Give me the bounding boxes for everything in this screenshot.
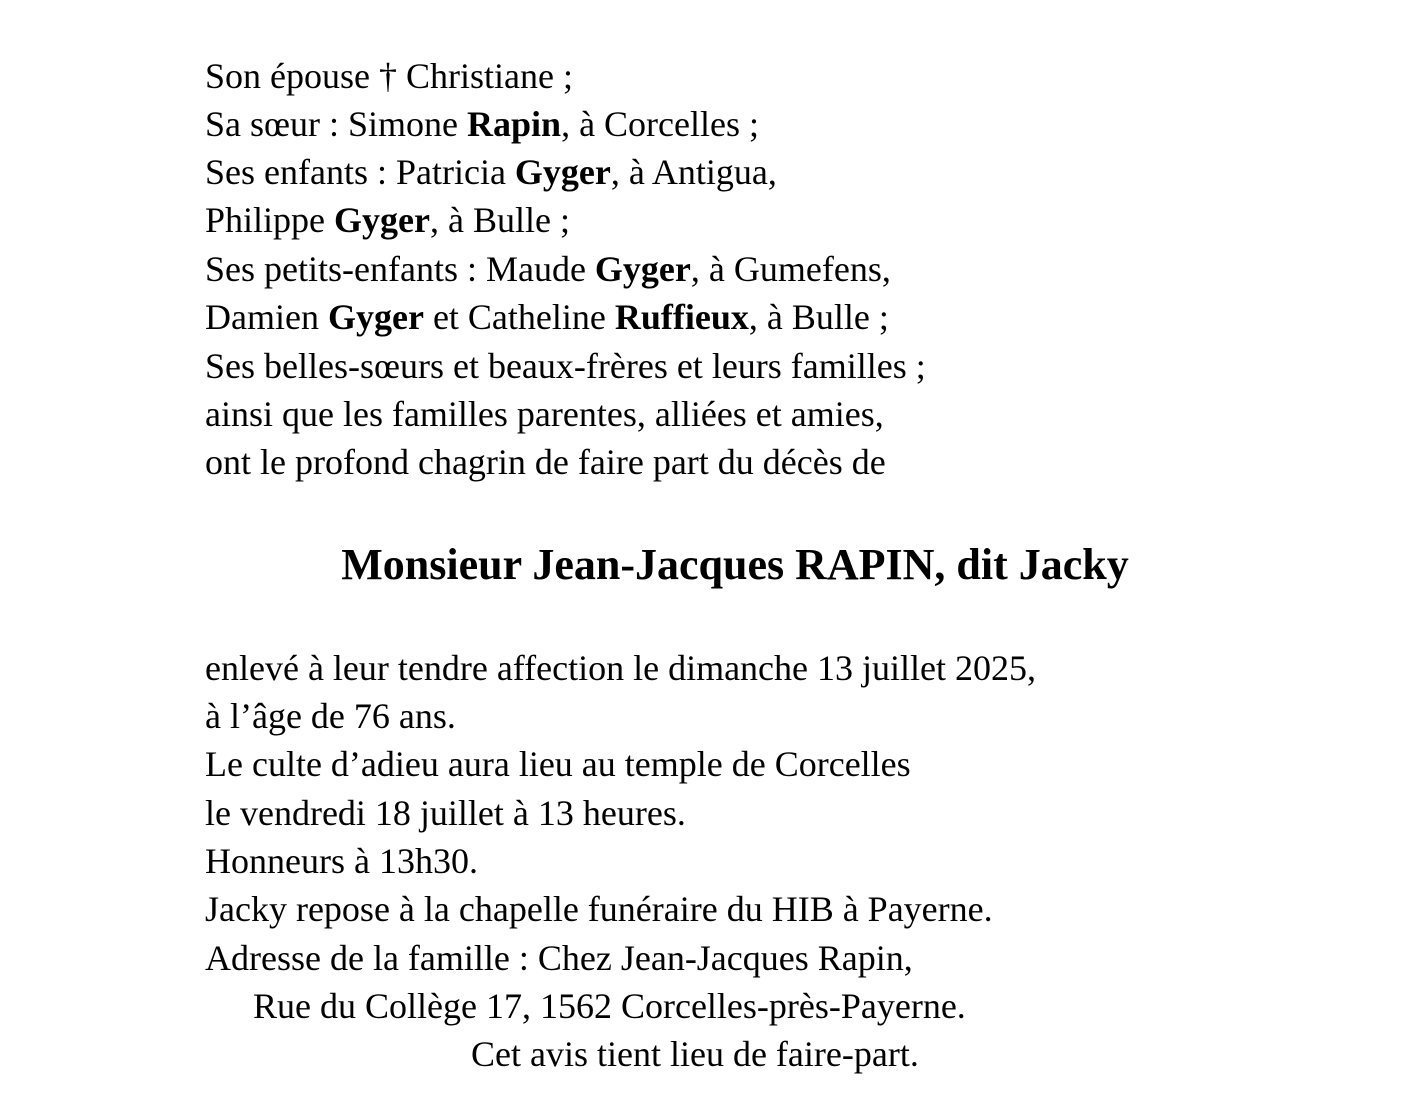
- family-line-relatives: [205, 390, 884, 438]
- family-surname: Gyger: [334, 200, 430, 240]
- family-surname: Gyger: [327, 297, 424, 337]
- family-text: , à Bulle ;: [429, 200, 570, 240]
- family-line-announcement: [205, 438, 886, 486]
- family-surname: Gyger: [594, 249, 691, 289]
- family-text: , à Corcelles ;: [561, 104, 759, 144]
- family-surname: Rapin: [467, 104, 562, 144]
- family-line-grandchildren: [205, 245, 891, 293]
- family-text: Damien: [205, 297, 328, 337]
- detail-line-address: Rue du Collège 17, 1562 Corcelles-près-Payerne.: [253, 986, 966, 1026]
- detail-line-address-label: Adresse de la famille : Chez Jean-Jacques Rapin,: [205, 938, 913, 978]
- family-text: Son épouse † Christiane ;: [205, 56, 573, 96]
- family-text: et Catheline: [423, 297, 615, 337]
- family-line-children: [205, 148, 777, 196]
- family-line-spouse: [205, 52, 573, 100]
- family-surname: Ruffieux: [614, 297, 749, 337]
- family-text: Ses enfants : Patricia: [205, 152, 515, 192]
- family-text: Philippe: [205, 200, 335, 240]
- family-text: , à Bulle ;: [748, 297, 889, 337]
- detail-line-date: enlevé à leur tendre affection le dimanche 13 juillet 2025,: [205, 648, 1037, 688]
- family-text: ainsi que les familles parentes, alliées et amies,: [205, 394, 884, 434]
- family-line-in-laws: [205, 342, 926, 390]
- family-line-grandchildren-2: [205, 293, 889, 341]
- family-text: Ses belles-sœurs et beaux-frères et leurs familles ;: [205, 346, 926, 386]
- detail-line-age: à l’âge de 76 ans.: [205, 696, 456, 736]
- family-surname: Gyger: [514, 152, 611, 192]
- detail-line-rest: Jacky repose à la chapelle funéraire du HIB à Payerne.: [205, 889, 993, 929]
- detail-line-service: Le culte d’adieu aura lieu au temple de Corcelles: [205, 744, 911, 784]
- family-text: , à Gumefens,: [690, 249, 891, 289]
- detail-line-service-time: le vendredi 18 juillet à 13 heures.: [205, 793, 686, 833]
- deceased-name: Monsieur Jean-Jacques RAPIN, dit Jacky: [341, 540, 1129, 589]
- family-text: ont le profond chagrin de faire part du décès de: [205, 442, 886, 482]
- detail-line-notice: Cet avis tient lieu de faire-part.: [471, 1034, 919, 1074]
- family-text: , à Antigua,: [610, 152, 777, 192]
- detail-line-honours: Honneurs à 13h30.: [205, 841, 478, 881]
- family-text: Ses petits-enfants : Maude: [205, 249, 595, 289]
- family-text: Sa sœur : Simone: [205, 104, 468, 144]
- family-line-sister: [205, 100, 759, 148]
- family-line-children-2: [205, 196, 570, 244]
